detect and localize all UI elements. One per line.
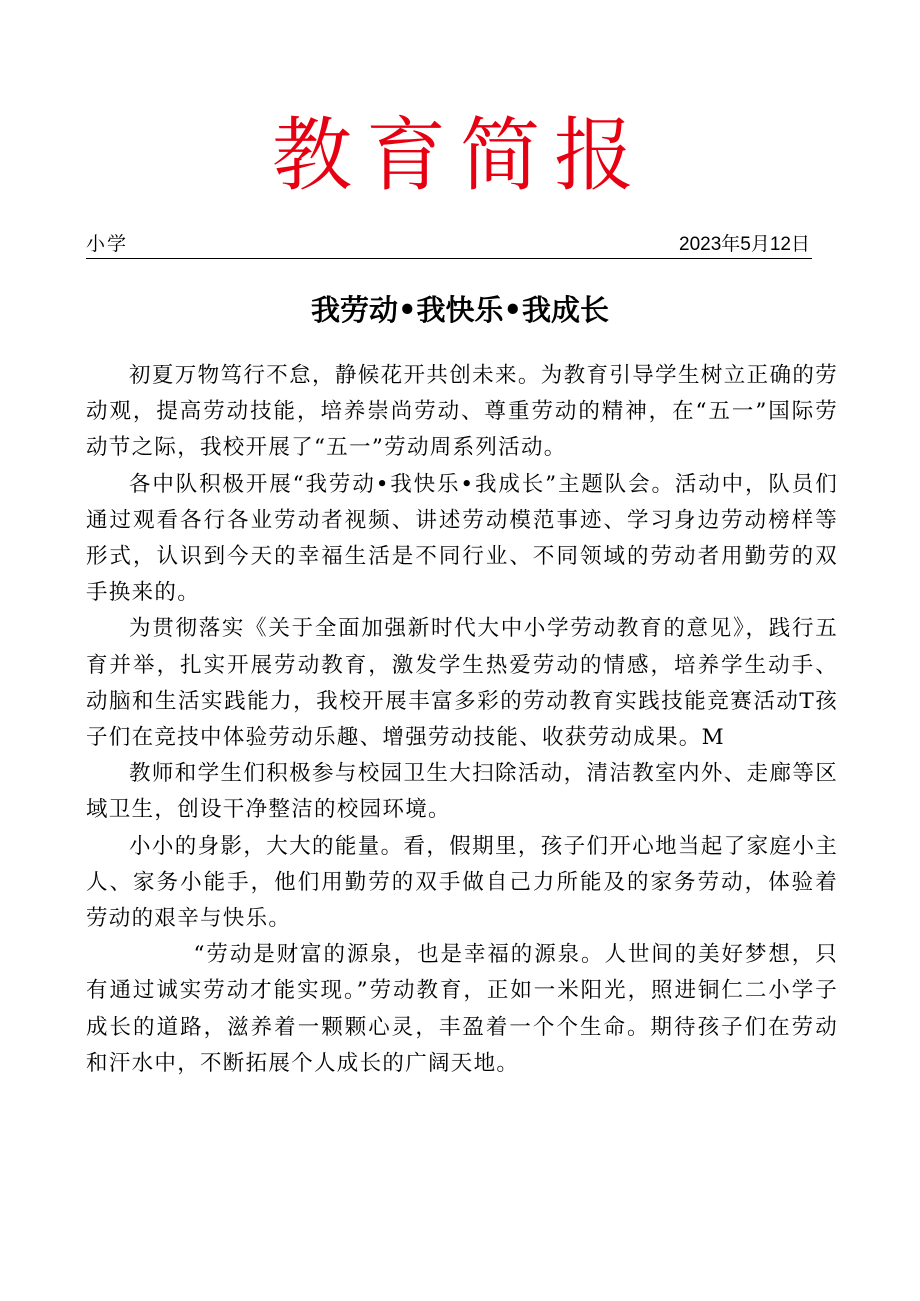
paragraph-conclusion: “劳动是财富的源泉，也是幸福的源泉。人世间的美好梦想，只有通过诚实劳动才能实现。”劳动教育，正如一米阳光，照进铜仁二小学子成长的道路，滋养着一颗颗心灵，丰盈着一个个生命。期待孩子们在劳动和汗水中，不断拓展个人成长的广阔天地。 bbox=[86, 942, 838, 1076]
paragraph-campus-cleaning: 教师和学生们积极参与校园卫生大扫除活动，清洁教室内外、走廊等区域卫生，创设干净整洁的校园环境。 bbox=[86, 761, 838, 823]
article-body bbox=[86, 358, 838, 1082]
paragraph-team-meeting: 各中队积极开展“我劳动•我快乐•我成长”主题队会。活动中，队员们通过观看各行各业劳动者视频、讲述劳动模范事迹、学习身边劳动榜样等形式，认识到今天的幸福生活是不同行业、不同领域的劳动者用勤劳的双手换来的。 bbox=[86, 471, 838, 606]
paragraph-intro: 初夏万物笃行不怠，静候花开共创未来。为教育引导学生树立正确的劳动观，提高劳动技能，培养崇尚劳动、尊重劳动的精神，在“五一”国际劳动节之际，我校开展了“五一”劳动周系列活动。 bbox=[86, 363, 838, 461]
article-headline: 我劳动•我快乐•我成长 bbox=[310, 293, 610, 327]
school-name: 小学 bbox=[86, 234, 129, 255]
paragraph-housework: 小小的身影，大大的能量。看，假期里，孩子们开心地当起了家庭小主人、家务小能手，他们用勤劳的双手做自己力所能及的家务劳动，体验着劳动的艰辛与快乐。 bbox=[86, 833, 838, 932]
issue-date: 2023年5月12日 bbox=[679, 234, 810, 255]
paragraph-skills-competition: 为贯彻落实《关于全面加强新时代大中小学劳动教育的意见》，践行五育并举，扎实开展劳动教育，激发学生热爱劳动的情感，培养学生动手、动脑和生活实践能力，我校开展丰富多彩的劳动教育实践技能竞赛活动T孩子们在竞技中体验劳动乐趣、增强劳动技能、收获劳动成果。M bbox=[86, 616, 838, 751]
newsletter-masthead: 教育简报 bbox=[272, 109, 648, 202]
info-bar bbox=[86, 232, 812, 259]
